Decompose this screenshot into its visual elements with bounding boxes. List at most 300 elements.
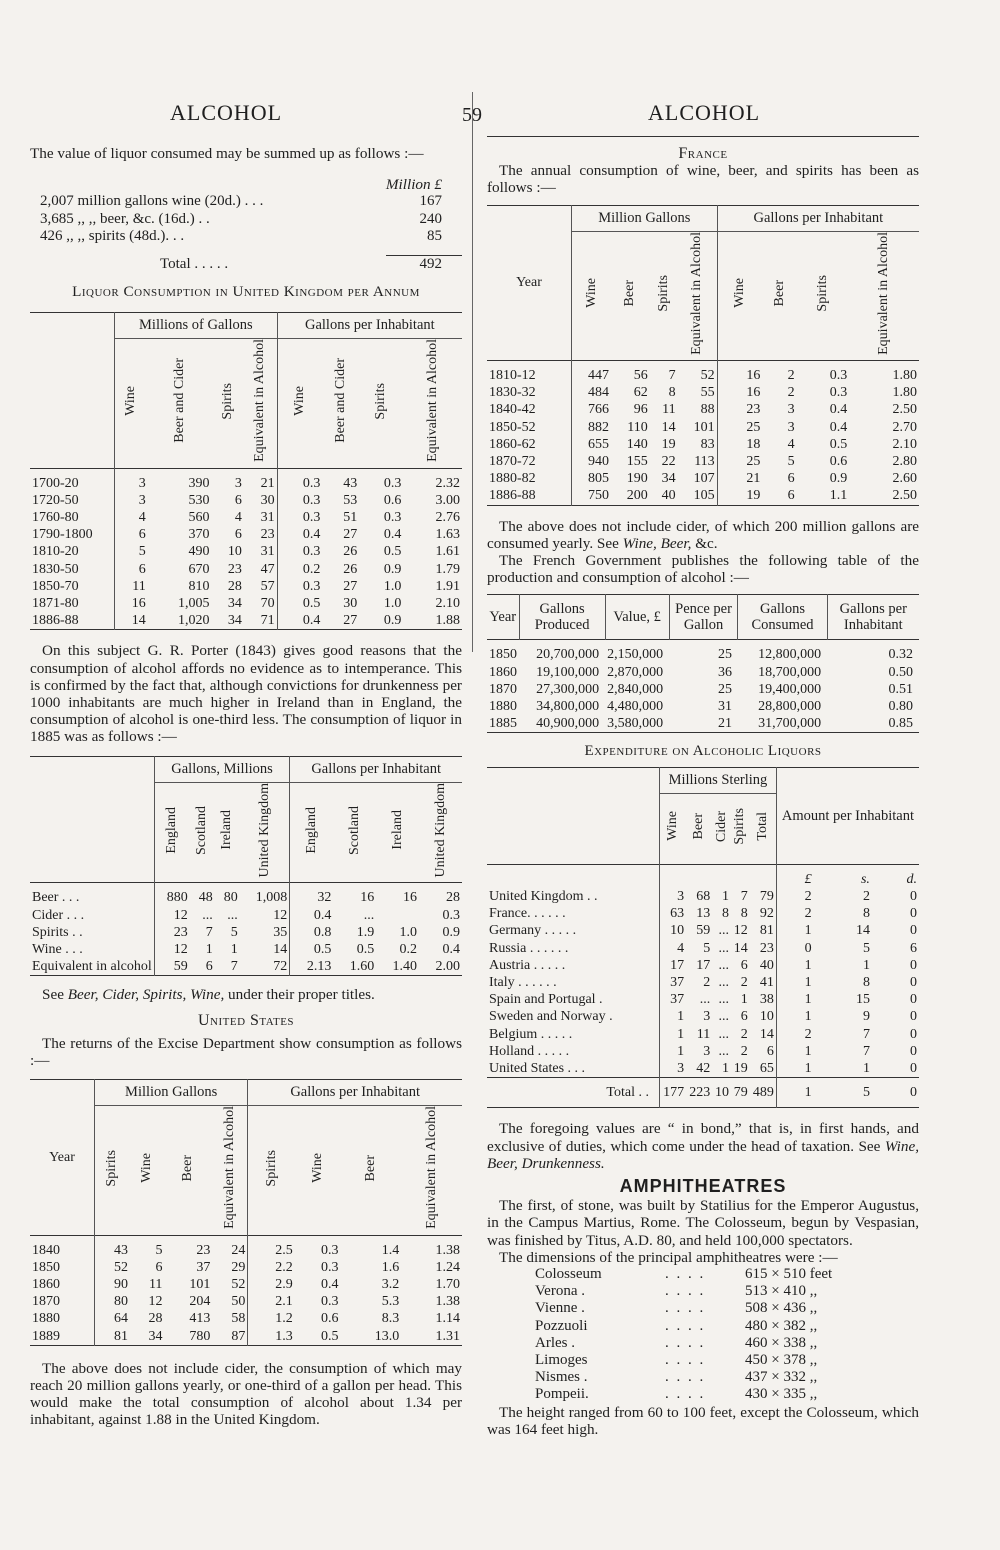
table-cell: 1.91 — [435, 578, 460, 594]
dimension-row — [535, 1369, 895, 1386]
table-cell: 6 — [787, 488, 795, 504]
table-cell: 10 — [759, 1009, 774, 1025]
column-header — [248, 1106, 295, 1235]
table-cell: 52 — [700, 367, 715, 383]
table-cell: 1 — [776, 1043, 813, 1060]
table-cell: 87 — [231, 1328, 246, 1344]
table-cell: 1.38 — [435, 1294, 460, 1310]
value-desc: 426 ,, ,, spirits (48d.). . . — [40, 227, 185, 244]
table-cell: 21 — [717, 470, 762, 487]
dimension-row — [535, 1352, 895, 1369]
france-intro: The annual consumption of wine, beer, and spirits has been as follows :— — [487, 162, 919, 197]
table-row — [30, 1259, 462, 1276]
table-cell: 28 — [227, 578, 242, 594]
value-desc: 2,007 million gallons wine (20d.) . . . — [40, 193, 264, 210]
table-cell: 27 — [343, 527, 358, 543]
column-header-text: Beer — [691, 812, 707, 840]
value-total-label: Total . . . . . — [160, 255, 229, 272]
table-cell: 27 — [343, 613, 358, 629]
leader-dots: . . . . — [665, 1334, 706, 1351]
row-label: Cider . . . — [32, 907, 85, 923]
column-header-text: Equivalent in Alcohol — [423, 1106, 439, 1230]
table-cell: 6 — [787, 471, 795, 487]
column-header: Gallons Consumed — [738, 595, 827, 640]
column-header-text: Beer — [771, 280, 787, 307]
table-cell: ... — [699, 992, 711, 1008]
table-cell: 5 — [115, 543, 148, 560]
table-cell: 0.4 — [290, 907, 334, 924]
table-cell: 20,700,000 — [536, 647, 600, 663]
t1885-group1-header: Gallons, Millions — [154, 756, 290, 782]
expenditure-table — [487, 767, 919, 1109]
us-paragraph: The above does not include cider, the consumption of which may reach 20 million gallons yearly, or one-third of a gallon per head. This would make the total consumption of alcohol about 1.34 per inhabitant, against 1.88 in the United Kingdom. — [30, 1359, 462, 1429]
t1885-group2-header: Gallons per Inhabitant — [290, 756, 462, 782]
total-cell: 223 — [689, 1085, 711, 1101]
column-header — [712, 793, 731, 864]
table-cell: 6 — [234, 492, 242, 508]
value-unit: Million £ — [385, 176, 442, 194]
production-table — [487, 594, 919, 733]
row-label: 1830-50 — [32, 561, 79, 577]
table-cell: 30 — [343, 595, 358, 611]
table-cell: 25 — [717, 681, 732, 697]
amphitheatre-name: Limoges — [535, 1352, 588, 1369]
fr-group1-header: Million Gallons — [572, 205, 718, 231]
value-amount: 167 — [419, 193, 442, 210]
france-note: The above does not include cider, of which 200 million gallons are consumed yearly. See Wine, Beer, &c. — [487, 517, 919, 552]
amph-paragraph-1: The first, of stone, was built by Statilius for the Emperor Augustus, in the Campus Martius, Rome. The Colosseum, begun by Vespasian, was finished by Titus, A.D. 80, and held 100,000 spectators. — [487, 1197, 919, 1249]
table-row — [487, 681, 919, 698]
table-cell: 0 — [776, 940, 813, 957]
table-cell: 17 — [660, 957, 687, 974]
amphitheatre-size: 513 × 410 ,, — [745, 1283, 818, 1300]
table-row — [487, 940, 919, 957]
table-cell: 51 — [343, 509, 358, 525]
lsd-header-row — [487, 864, 919, 888]
table-cell: 1 — [776, 1008, 813, 1025]
row-label: 1840-42 — [489, 402, 536, 418]
table-cell: 6 — [205, 959, 213, 975]
table-row — [487, 470, 919, 487]
table-row — [30, 595, 462, 612]
value-row — [30, 193, 462, 210]
table-cell: 0.5 — [320, 1328, 339, 1344]
table-cell: 40 — [661, 488, 676, 504]
table-cell: 81 — [95, 1328, 130, 1346]
value-amount: 85 — [427, 227, 442, 244]
table-cell: 40,900,000 — [536, 716, 600, 732]
table-cell: 0 — [910, 1026, 917, 1042]
table-cell: 530 — [188, 492, 210, 508]
table-cell: 12,800,000 — [758, 647, 822, 663]
table-cell: 55 — [700, 385, 715, 401]
table-cell: 2 — [740, 974, 748, 990]
table-cell: 6 — [155, 1259, 163, 1275]
table-cell: 43 — [95, 1235, 130, 1259]
table-cell: 2.10 — [892, 436, 917, 452]
table-cell: ... — [718, 940, 729, 956]
table-cell: Sweden and Norway . — [489, 1009, 613, 1025]
amphitheatre-name: Arles . — [535, 1334, 575, 1351]
table-cell: 0.3 — [277, 509, 322, 526]
us-year-header: Year — [49, 1149, 75, 1165]
table-cell: 670 — [188, 561, 210, 577]
value-amount: 240 — [419, 210, 442, 227]
table-row — [487, 991, 919, 1008]
table-cell: 11 — [115, 578, 148, 595]
column-header — [240, 782, 290, 883]
row-label: Wine . . . — [32, 942, 83, 958]
table-cell: 2 — [787, 367, 795, 383]
table-cell: 810 — [188, 578, 210, 594]
table-cell: ... — [202, 907, 213, 923]
currency-unit: s. — [860, 871, 870, 887]
table-cell: 28,800,000 — [758, 698, 822, 714]
column-header — [717, 231, 762, 360]
column-header-text: Wine — [309, 1153, 325, 1183]
table-cell: 88 — [700, 402, 715, 418]
table-cell: 1 — [721, 1060, 729, 1076]
table-cell: 80 — [223, 890, 238, 906]
column-header-text: Equivalent in Alcohol — [252, 339, 268, 463]
table-row — [30, 907, 462, 924]
row-label: 1790-1800 — [32, 527, 93, 543]
table-cell: 0.2 — [277, 561, 322, 578]
see-references-titles: Beer, Cider, Spirits, Wine, — [67, 986, 225, 1004]
running-title-left: ALCOHOL — [170, 100, 283, 125]
dimension-row — [535, 1283, 895, 1300]
table-cell: 3 — [234, 475, 242, 491]
row-label: 1850-52 — [489, 419, 536, 435]
total-cell: Total . . — [606, 1085, 649, 1101]
column-header-text: United Kingdom — [256, 782, 272, 878]
table-cell: 1.2 — [248, 1310, 295, 1327]
column-header-text: Spirits — [373, 382, 389, 420]
table-cell: 12 — [733, 923, 748, 939]
table-cell: 0 — [910, 906, 917, 922]
table-cell: 18,700,000 — [758, 664, 822, 680]
column-header-text: Beer and Cider — [332, 358, 348, 444]
table-cell: 22 — [661, 453, 676, 469]
table-cell: 56 — [633, 367, 648, 383]
column-header — [403, 339, 462, 468]
table-row — [487, 360, 919, 384]
table-cell: 1.6 — [381, 1259, 400, 1275]
table-cell: 1.60 — [349, 959, 375, 975]
table-cell: 882 — [572, 419, 612, 436]
table-cell: 14 — [115, 612, 148, 630]
table-cell: 1 — [660, 1008, 687, 1025]
table-cell: 14 — [273, 942, 288, 958]
column-header-text: Equivalent in Alcohol — [689, 231, 705, 355]
table-cell: 766 — [572, 401, 612, 418]
table-cell: 1 — [862, 1060, 870, 1076]
leader-dots: . . . . — [665, 1283, 706, 1300]
table-cell: 11 — [662, 402, 676, 418]
table-cell: 0.3 — [277, 543, 322, 560]
column-header — [359, 339, 403, 468]
table-cell: 1.61 — [435, 544, 460, 560]
table-row — [487, 1043, 919, 1060]
table-cell: 750 — [572, 487, 612, 505]
exp-group1-header: Millions Sterling — [660, 767, 777, 793]
table-cell: 53 — [343, 492, 358, 508]
table-cell: 490 — [188, 544, 210, 560]
column-header — [660, 793, 687, 864]
table-cell: 1 — [660, 1043, 687, 1060]
table-cell: 6 — [115, 561, 148, 578]
table-row — [487, 922, 919, 939]
table-cell: 52 — [95, 1259, 130, 1276]
column-header — [212, 1106, 247, 1235]
table-cell: 34 — [661, 471, 676, 487]
uk-consumption-table — [30, 312, 462, 630]
table-cell: 1.24 — [435, 1259, 460, 1275]
table-cell: 1.80 — [892, 385, 917, 401]
column-header — [686, 793, 712, 864]
table-cell: 0.3 — [320, 1259, 339, 1275]
table-cell: ... — [718, 923, 729, 939]
column-header — [164, 1106, 212, 1235]
table-cell: 83 — [700, 436, 715, 452]
column-header — [212, 339, 244, 468]
column-header-text: Scotland — [194, 805, 210, 855]
table-cell: 0 — [910, 888, 917, 904]
table-cell: 1 — [205, 942, 213, 958]
column-header-text: Spirits — [655, 274, 671, 312]
table-cell: 1870 — [489, 681, 517, 697]
table-cell: 3.00 — [435, 492, 460, 508]
table-cell: 0.32 — [888, 647, 913, 663]
table-cell: 4 — [660, 940, 687, 957]
table-cell: 3.2 — [381, 1276, 400, 1292]
table-cell: 5 — [155, 1242, 163, 1258]
table-cell: 18 — [717, 436, 762, 453]
row-label: 1830-32 — [489, 385, 536, 401]
table-row — [487, 640, 919, 664]
column-header-text: Wine — [732, 278, 748, 309]
table-cell: United Kingdom . . — [489, 888, 598, 904]
table-cell: 1 — [776, 957, 813, 974]
table-cell: 1,005 — [178, 595, 210, 611]
table-cell: 0.9 — [829, 471, 848, 487]
table-cell: 31 — [717, 698, 732, 714]
table-cell: 42 — [696, 1060, 711, 1076]
table-cell: 1.63 — [435, 527, 460, 543]
table-cell: 1.4 — [381, 1242, 400, 1258]
table-cell: 0.3 — [829, 385, 848, 401]
table-cell: Belgium . . . . . — [489, 1026, 573, 1042]
bond-paragraph: The foregoing values are “ in bond,” that is, in first hands, and exclusive of duties, which come under the head of taxation. See Wine, Beer, Drunkenness. — [487, 1120, 919, 1172]
table-row — [487, 698, 919, 715]
table-cell: ... — [718, 992, 729, 1008]
table-cell: 31 — [260, 544, 275, 560]
table-cell: 0.85 — [888, 716, 913, 732]
column-header-text: Spirits — [814, 274, 830, 312]
table-row — [487, 1060, 919, 1078]
row-label: 1880-82 — [489, 471, 536, 487]
table-cell: 25 — [717, 453, 762, 470]
table-cell: 37 — [196, 1259, 211, 1275]
table-cell: 14 — [733, 940, 748, 956]
column-header-text: Cider — [713, 810, 729, 842]
table-row — [30, 1235, 462, 1259]
dimension-row — [535, 1386, 895, 1403]
table-cell: Spain and Portugal . — [489, 992, 603, 1008]
table-cell: 5.3 — [381, 1294, 400, 1310]
table-cell: 780 — [189, 1328, 211, 1344]
amphitheatre-name: Pozzuoli — [535, 1317, 588, 1334]
table-cell: ... — [718, 974, 729, 990]
table-cell: 2,150,000 — [607, 647, 664, 663]
table-cell: 11 — [696, 1026, 711, 1042]
column-header — [678, 231, 718, 360]
table-cell: 58 — [231, 1311, 246, 1327]
column-header — [333, 782, 376, 883]
value-row — [30, 211, 462, 228]
right-column — [487, 145, 919, 1438]
table-cell: 32 — [290, 883, 334, 907]
column-header-text: Beer — [622, 280, 638, 307]
spacer — [750, 864, 777, 888]
column-header-text: England — [303, 806, 319, 854]
running-header — [0, 100, 1000, 130]
table-cell: 1850 — [489, 647, 517, 663]
table-cell: 1.9 — [356, 924, 375, 940]
table-cell: 2.50 — [892, 488, 917, 504]
table-cell: 1860 — [489, 664, 517, 680]
table-cell: 0.4 — [277, 612, 322, 630]
table-cell: 0 — [910, 1060, 917, 1076]
table-row — [30, 1276, 462, 1293]
currency-unit: £ — [776, 864, 813, 888]
column-header-text: Spirits — [732, 807, 748, 845]
table-cell: 2.13 — [290, 958, 334, 976]
table-cell: 1.79 — [435, 561, 460, 577]
table-cell: 59 — [154, 958, 189, 976]
table-cell: 1.0 — [383, 595, 402, 611]
column-header — [244, 339, 277, 468]
table-cell: 5 — [230, 924, 238, 940]
table-row — [30, 578, 462, 595]
table-row — [487, 715, 919, 733]
table-row — [487, 453, 919, 470]
column-divider — [472, 92, 473, 652]
value-desc: 3,685 ,, ,, beer, &c. (16d.) . . — [40, 210, 210, 227]
table-cell: 90 — [95, 1276, 130, 1293]
table-cell: 2.76 — [435, 509, 460, 525]
table-row — [487, 384, 919, 401]
exp-country-header — [487, 767, 660, 864]
value-list — [30, 193, 462, 245]
table-cell: 23 — [227, 561, 242, 577]
row-label: Beer . . . — [32, 890, 80, 906]
table-cell: 3,580,000 — [607, 716, 664, 732]
table-cell: 5 — [787, 453, 795, 469]
table-row — [487, 957, 919, 974]
value-row — [30, 228, 462, 245]
table-cell: 140 — [626, 436, 648, 452]
table-cell: 0 — [910, 992, 917, 1008]
table-cell: 16 — [115, 595, 148, 612]
table-cell: 1.80 — [892, 367, 917, 383]
table-cell: 43 — [343, 475, 358, 491]
column-header: Gallons Produced — [519, 595, 605, 640]
france-note-refs: Wine, Beer, — [622, 534, 692, 552]
france-heading: France — [678, 145, 728, 162]
table-cell: 190 — [626, 471, 648, 487]
table-cell: 19 — [733, 1060, 748, 1076]
table-cell: 8 — [668, 385, 676, 401]
dimension-row — [535, 1266, 895, 1283]
table-cell: 31 — [260, 509, 275, 525]
column-header: Pence per Gallon — [669, 595, 738, 640]
table-row — [30, 1293, 462, 1310]
table-cell: 0.3 — [320, 1242, 339, 1258]
column-header-text: Beer — [362, 1154, 378, 1182]
table-cell: 5 — [703, 940, 711, 956]
column-header-text: Wine — [583, 278, 599, 309]
table-cell: Austria . . . . . — [489, 957, 566, 973]
table-row — [487, 419, 919, 436]
table-row — [30, 612, 462, 630]
table-cell: 0.6 — [320, 1311, 339, 1327]
table-cell: 25 — [717, 647, 732, 663]
total-cell: 10 — [714, 1085, 729, 1101]
row-label: 1840 — [32, 1242, 60, 1258]
table-cell: 3 — [115, 468, 148, 492]
fr-year-header: Year — [516, 275, 542, 291]
column-header — [376, 782, 419, 883]
table-cell: 3 — [703, 1043, 711, 1059]
column-header: Value, £ — [605, 595, 669, 640]
table-cell: 1 — [776, 974, 813, 991]
row-label: 1880 — [32, 1311, 60, 1327]
table-cell: 27,300,000 — [536, 681, 600, 697]
table-cell: 12 — [148, 1294, 163, 1310]
row-label: 1720-50 — [32, 492, 79, 508]
table-cell: 2,870,000 — [607, 664, 664, 680]
amphitheatre-size: 437 × 332 ,, — [745, 1369, 818, 1386]
table-cell: 0.80 — [888, 698, 913, 714]
table-cell: 1 — [776, 1060, 813, 1078]
column-header — [419, 782, 462, 883]
see-references: See Beer, Cider, Spirits, Wine, under their proper titles. — [42, 986, 375, 1004]
table-cell: 36 — [717, 664, 732, 680]
amphitheatre-size: 508 × 436 ,, — [745, 1300, 818, 1317]
table-cell: 2 — [776, 1026, 813, 1043]
column-header — [849, 231, 919, 360]
table-cell: 1.38 — [435, 1242, 460, 1258]
table-cell: 10 — [227, 544, 242, 560]
total-cell: 177 — [660, 1078, 687, 1108]
table-cell: 29 — [231, 1259, 246, 1275]
table-cell: 101 — [693, 419, 715, 435]
table-row — [487, 487, 919, 505]
table-cell: 7 — [205, 924, 213, 940]
table-row — [30, 958, 462, 976]
table-cell: 23 — [196, 1242, 211, 1258]
table-cell: 7 — [230, 959, 238, 975]
table-cell: 413 — [189, 1311, 211, 1327]
table-cell: 390 — [188, 475, 210, 491]
table-cell: 1.3 — [248, 1328, 295, 1346]
amphitheatre-name: Verona . — [535, 1283, 585, 1300]
table-cell: 19,100,000 — [536, 664, 600, 680]
currency-unit: d. — [906, 871, 917, 887]
amph-paragraph-2: The dimensions of the principal amphitheatres were :— — [499, 1248, 838, 1266]
column-header-text: Wine — [139, 1153, 155, 1183]
